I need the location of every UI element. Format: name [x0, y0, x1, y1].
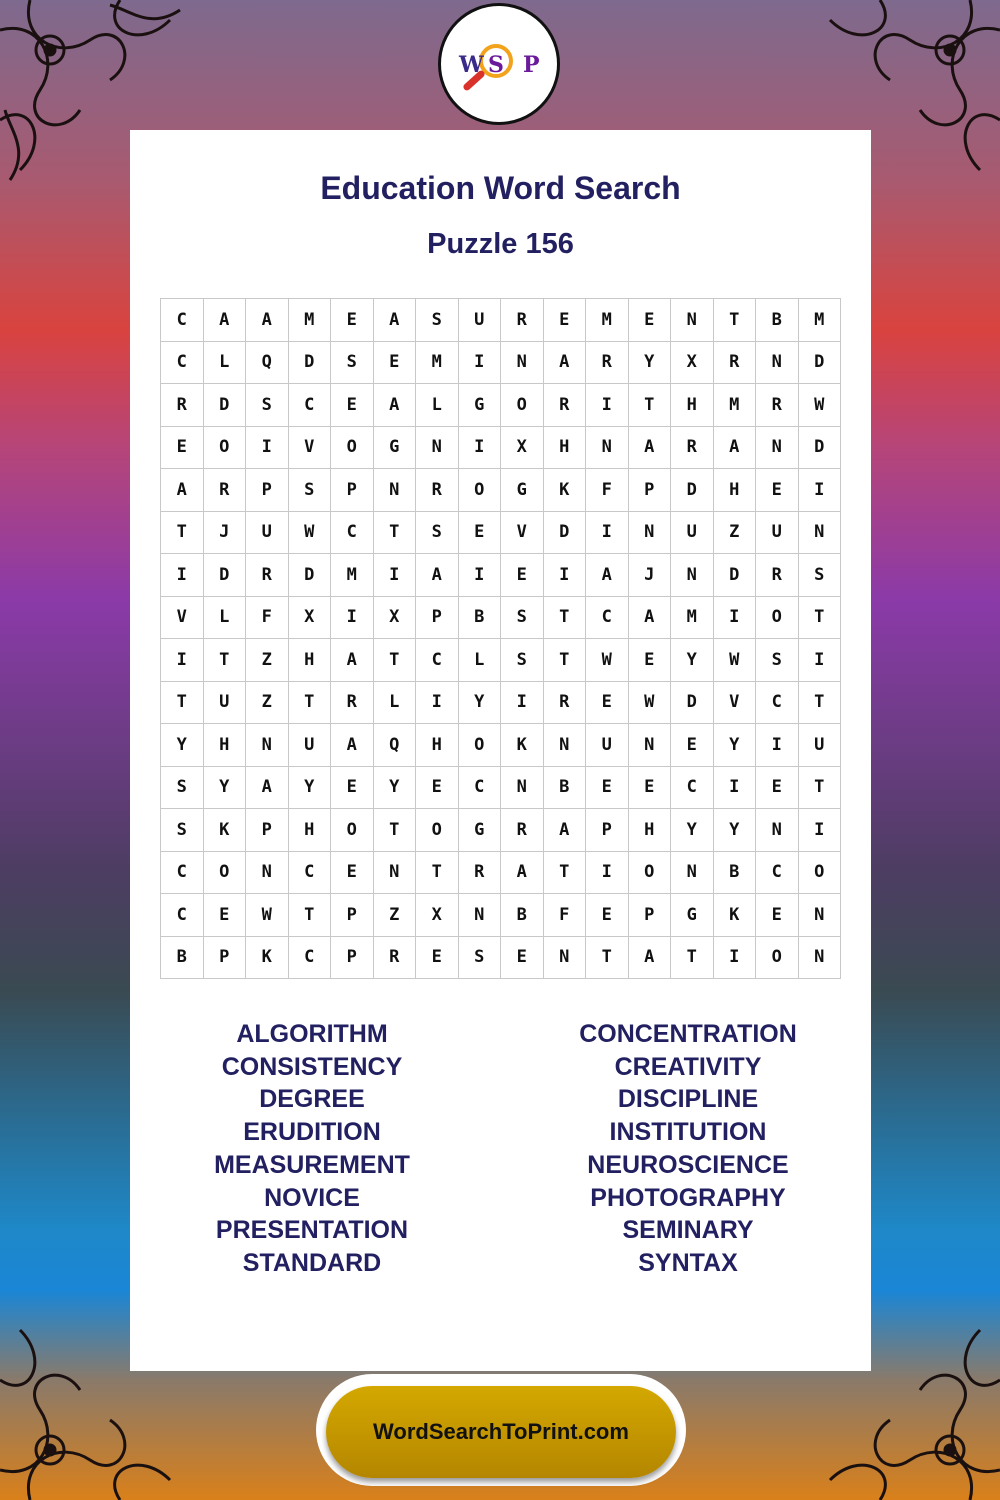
grid-cell[interactable]: P — [586, 809, 629, 852]
grid-cell[interactable]: T — [374, 809, 417, 852]
grid-cell[interactable]: R — [671, 427, 714, 470]
grid-cell[interactable]: A — [544, 809, 587, 852]
word-list-item: SEMINARY — [622, 1216, 754, 1245]
grid-cell[interactable]: D — [289, 342, 332, 385]
puzzle-number: Puzzle 156 — [427, 228, 574, 260]
grid-cell[interactable]: U — [799, 724, 842, 767]
word-list-item: PRESENTATION — [215, 1216, 409, 1245]
grid-cell[interactable]: M — [586, 299, 629, 342]
grid-cell[interactable]: I — [586, 384, 629, 427]
word-list-item: CREATIVITY — [614, 1052, 762, 1081]
grid-cell[interactable]: E — [756, 894, 799, 937]
grid-cell[interactable]: N — [246, 724, 289, 767]
grid-cell[interactable]: N — [416, 427, 459, 470]
grid-cell[interactable]: T — [289, 894, 332, 937]
grid-cell[interactable]: C — [756, 682, 799, 725]
grid-cell[interactable]: T — [799, 767, 842, 810]
grid-cell[interactable]: N — [501, 767, 544, 810]
grid-cell[interactable]: L — [374, 682, 417, 725]
grid-cell[interactable]: B — [756, 299, 799, 342]
grid-cell[interactable]: R — [246, 554, 289, 597]
grid-cell[interactable]: O — [331, 809, 374, 852]
word-list-item: STANDARD — [242, 1248, 382, 1277]
grid-cell[interactable]: A — [374, 384, 417, 427]
word-list-item: MEASUREMENT — [214, 1150, 410, 1179]
grid-cell[interactable]: D — [671, 682, 714, 725]
grid-cell[interactable]: T — [374, 639, 417, 682]
grid-cell[interactable]: A — [331, 639, 374, 682]
grid-cell[interactable]: O — [501, 384, 544, 427]
grid-cell[interactable]: A — [714, 427, 757, 470]
grid-cell[interactable]: D — [204, 384, 247, 427]
grid-cell[interactable]: S — [501, 639, 544, 682]
grid-cell[interactable]: W — [289, 512, 332, 555]
word-list-right — [528, 1018, 848, 1280]
grid-cell[interactable]: E — [331, 299, 374, 342]
grid-cell[interactable]: J — [629, 554, 672, 597]
grid-cell[interactable]: N — [544, 724, 587, 767]
grid-cell[interactable]: R — [161, 384, 204, 427]
grid-cell[interactable]: N — [374, 852, 417, 895]
grid-cell[interactable]: E — [416, 937, 459, 980]
grid-cell[interactable]: I — [586, 512, 629, 555]
grid-cell[interactable]: I — [714, 597, 757, 640]
grid-cell[interactable]: R — [204, 469, 247, 512]
letter-grid — [160, 298, 841, 979]
word-list-left — [152, 1018, 472, 1280]
grid-cell[interactable]: M — [671, 597, 714, 640]
grid-cell[interactable]: E — [756, 767, 799, 810]
grid-cell[interactable]: G — [459, 384, 502, 427]
grid-cell[interactable]: Q — [246, 342, 289, 385]
grid-cell[interactable]: Z — [714, 512, 757, 555]
grid-cell[interactable]: F — [586, 469, 629, 512]
grid-cell[interactable]: K — [246, 937, 289, 980]
grid-cell[interactable]: H — [289, 809, 332, 852]
grid-cell[interactable]: E — [161, 427, 204, 470]
grid-cell[interactable]: H — [544, 427, 587, 470]
grid-cell[interactable]: S — [459, 937, 502, 980]
grid-cell[interactable]: C — [161, 342, 204, 385]
grid-cell[interactable]: A — [161, 469, 204, 512]
grid-cell[interactable]: I — [714, 937, 757, 980]
grid-cell[interactable]: Y — [671, 639, 714, 682]
grid-cell[interactable]: N — [246, 852, 289, 895]
grid-cell[interactable]: M — [714, 384, 757, 427]
grid-cell[interactable]: E — [586, 767, 629, 810]
site-logo[interactable] — [438, 3, 560, 125]
grid-cell[interactable]: A — [246, 767, 289, 810]
grid-cell[interactable]: U — [756, 512, 799, 555]
grid-cell[interactable]: Y — [374, 767, 417, 810]
puzzle-card — [130, 130, 871, 1371]
grid-cell[interactable]: O — [799, 852, 842, 895]
grid-cell[interactable]: U — [204, 682, 247, 725]
grid-cell[interactable]: R — [459, 852, 502, 895]
grid-cell[interactable]: M — [331, 554, 374, 597]
grid-cell[interactable]: A — [416, 554, 459, 597]
grid-cell[interactable]: I — [459, 427, 502, 470]
grid-cell[interactable]: L — [204, 597, 247, 640]
grid-cell[interactable]: X — [416, 894, 459, 937]
grid-cell[interactable]: C — [289, 937, 332, 980]
grid-cell[interactable]: N — [756, 809, 799, 852]
grid-cell[interactable]: U — [246, 512, 289, 555]
grid-cell[interactable]: T — [671, 937, 714, 980]
grid-cell[interactable]: G — [671, 894, 714, 937]
grid-cell[interactable]: T — [714, 299, 757, 342]
grid-cell[interactable]: U — [586, 724, 629, 767]
grid-cell[interactable]: E — [331, 852, 374, 895]
grid-cell[interactable]: O — [459, 469, 502, 512]
grid-cell[interactable]: A — [204, 299, 247, 342]
grid-cell[interactable]: D — [671, 469, 714, 512]
grid-cell[interactable]: W — [629, 682, 672, 725]
grid-cell[interactable]: E — [459, 512, 502, 555]
grid-cell[interactable]: R — [331, 682, 374, 725]
word-list-item: ALGORITHM — [236, 1020, 388, 1048]
grid-cell[interactable]: W — [586, 639, 629, 682]
grid-cell[interactable]: C — [586, 597, 629, 640]
grid-cell[interactable]: M — [799, 299, 842, 342]
grid-cell[interactable]: O — [204, 852, 247, 895]
grid-cell[interactable]: M — [289, 299, 332, 342]
grid-cell[interactable]: S — [331, 342, 374, 385]
grid-cell[interactable]: R — [501, 809, 544, 852]
grid-cell[interactable]: I — [246, 427, 289, 470]
grid-cell[interactable]: G — [459, 809, 502, 852]
grid-cell[interactable]: T — [629, 384, 672, 427]
grid-cell[interactable]: Z — [374, 894, 417, 937]
word-list-item: NEUROSCIENCE — [587, 1150, 789, 1179]
grid-cell[interactable]: R — [416, 469, 459, 512]
grid-cell[interactable]: I — [799, 469, 842, 512]
grid-cell[interactable]: H — [204, 724, 247, 767]
grid-cell[interactable]: E — [416, 767, 459, 810]
grid-cell[interactable]: A — [586, 554, 629, 597]
grid-cell[interactable]: P — [204, 937, 247, 980]
grid-cell[interactable]: E — [756, 469, 799, 512]
grid-cell[interactable]: A — [629, 937, 672, 980]
grid-cell[interactable]: I — [714, 767, 757, 810]
grid-cell[interactable]: N — [374, 469, 417, 512]
grid-cell[interactable]: R — [501, 299, 544, 342]
grid-cell[interactable]: I — [331, 597, 374, 640]
grid-cell[interactable]: H — [629, 809, 672, 852]
grid-cell[interactable]: U — [671, 512, 714, 555]
grid-cell[interactable]: T — [544, 597, 587, 640]
grid-cell[interactable]: O — [459, 724, 502, 767]
grid-cell[interactable]: L — [204, 342, 247, 385]
grid-cell[interactable]: Y — [671, 809, 714, 852]
grid-cell[interactable]: T — [416, 852, 459, 895]
grid-cell[interactable]: E — [629, 299, 672, 342]
grid-cell[interactable]: N — [629, 724, 672, 767]
grid-cell[interactable]: A — [246, 299, 289, 342]
grid-cell[interactable]: H — [671, 384, 714, 427]
grid-cell[interactable]: X — [671, 342, 714, 385]
grid-cell[interactable]: C — [289, 852, 332, 895]
grid-cell[interactable]: N — [459, 894, 502, 937]
grid-cell[interactable]: T — [204, 639, 247, 682]
grid-cell[interactable]: S — [756, 639, 799, 682]
grid-cell[interactable]: E — [501, 937, 544, 980]
grid-cell[interactable]: H — [416, 724, 459, 767]
grid-cell[interactable]: T — [161, 682, 204, 725]
grid-cell[interactable]: A — [629, 597, 672, 640]
grid-cell[interactable]: R — [756, 554, 799, 597]
grid-cell[interactable]: N — [799, 894, 842, 937]
grid-cell[interactable]: M — [416, 342, 459, 385]
grid-cell[interactable]: K — [714, 894, 757, 937]
grid-cell[interactable]: C — [331, 512, 374, 555]
grid-cell[interactable]: E — [586, 894, 629, 937]
grid-cell[interactable]: I — [374, 554, 417, 597]
grid-cell[interactable]: V — [289, 427, 332, 470]
site-url[interactable]: WordSearchToPrint.com — [326, 1386, 676, 1478]
grid-cell[interactable]: R — [714, 342, 757, 385]
grid-cell[interactable]: B — [714, 852, 757, 895]
grid-cell[interactable]: T — [586, 937, 629, 980]
grid-cell[interactable]: Z — [246, 639, 289, 682]
grid-cell[interactable]: P — [629, 469, 672, 512]
grid-cell[interactable]: S — [416, 512, 459, 555]
grid-cell[interactable]: D — [714, 554, 757, 597]
word-list-item: PHOTOGRAPHY — [590, 1183, 786, 1212]
grid-cell[interactable]: W — [714, 639, 757, 682]
grid-cell[interactable]: S — [799, 554, 842, 597]
grid-cell[interactable]: A — [629, 427, 672, 470]
grid-cell[interactable]: B — [501, 894, 544, 937]
grid-cell[interactable]: C — [756, 852, 799, 895]
grid-cell[interactable]: A — [374, 299, 417, 342]
grid-cell[interactable]: Y — [629, 342, 672, 385]
grid-cell[interactable]: O — [629, 852, 672, 895]
grid-cell[interactable]: L — [459, 639, 502, 682]
grid-cell[interactable]: C — [161, 894, 204, 937]
grid-cell[interactable]: S — [161, 767, 204, 810]
grid-cell[interactable]: V — [714, 682, 757, 725]
grid-cell[interactable]: N — [756, 342, 799, 385]
grid-cell[interactable]: E — [629, 767, 672, 810]
grid-cell[interactable]: D — [204, 554, 247, 597]
grid-cell[interactable]: Z — [246, 682, 289, 725]
grid-cell[interactable]: G — [374, 427, 417, 470]
grid-cell[interactable]: C — [459, 767, 502, 810]
grid-cell[interactable]: B — [544, 767, 587, 810]
grid-cell[interactable]: P — [629, 894, 672, 937]
word-list-item: SYNTAX — [638, 1248, 738, 1277]
grid-cell[interactable]: K — [501, 724, 544, 767]
grid-cell[interactable]: B — [161, 937, 204, 980]
grid-cell[interactable]: Y — [204, 767, 247, 810]
grid-cell[interactable]: R — [756, 384, 799, 427]
grid-cell[interactable]: H — [289, 639, 332, 682]
grid-cell[interactable]: Y — [459, 682, 502, 725]
word-list-item: CONCENTRATION — [579, 1020, 797, 1048]
grid-cell[interactable]: S — [289, 469, 332, 512]
grid-cell[interactable]: I — [416, 682, 459, 725]
grid-cell[interactable]: Y — [714, 724, 757, 767]
word-list-item: DEGREE — [259, 1085, 365, 1114]
grid-cell[interactable]: O — [416, 809, 459, 852]
grid-cell[interactable]: A — [331, 724, 374, 767]
grid-cell[interactable]: K — [204, 809, 247, 852]
grid-cell[interactable]: U — [459, 299, 502, 342]
grid-cell[interactable]: D — [799, 427, 842, 470]
word-list-item: NOVICE — [264, 1183, 360, 1212]
grid-cell[interactable]: X — [501, 427, 544, 470]
grid-cell[interactable]: C — [161, 852, 204, 895]
grid-cell[interactable]: R — [374, 937, 417, 980]
grid-cell[interactable]: D — [544, 512, 587, 555]
grid-cell[interactable]: T — [161, 512, 204, 555]
page-title: Education Word Search — [320, 170, 681, 206]
grid-cell[interactable]: V — [161, 597, 204, 640]
grid-cell[interactable]: A — [544, 342, 587, 385]
grid-cell[interactable]: E — [374, 342, 417, 385]
grid-cell[interactable]: P — [331, 937, 374, 980]
logo-letter-p: P — [523, 52, 540, 78]
grid-cell[interactable]: I — [756, 724, 799, 767]
grid-cell[interactable]: F — [246, 597, 289, 640]
grid-cell[interactable]: P — [416, 597, 459, 640]
grid-cell[interactable]: I — [459, 342, 502, 385]
grid-cell[interactable]: D — [289, 554, 332, 597]
grid-cell[interactable]: I — [586, 852, 629, 895]
grid-cell[interactable]: I — [501, 682, 544, 725]
grid-cell[interactable]: P — [331, 469, 374, 512]
grid-cell[interactable]: C — [161, 299, 204, 342]
word-list-item: INSTITUTION — [609, 1118, 767, 1147]
grid-cell[interactable]: H — [714, 469, 757, 512]
grid-cell[interactable]: T — [544, 639, 587, 682]
logo-letter-s: S — [488, 52, 504, 78]
grid-cell[interactable]: J — [204, 512, 247, 555]
grid-cell[interactable]: N — [671, 299, 714, 342]
grid-cell[interactable]: S — [246, 384, 289, 427]
grid-cell[interactable]: B — [459, 597, 502, 640]
word-list-item: ERUDITION — [243, 1118, 381, 1147]
grid-cell[interactable]: T — [374, 512, 417, 555]
grid-cell[interactable]: C — [289, 384, 332, 427]
grid-cell[interactable]: Y — [289, 767, 332, 810]
grid-cell[interactable]: W — [799, 384, 842, 427]
grid-cell[interactable]: X — [374, 597, 417, 640]
grid-cell[interactable]: T — [544, 852, 587, 895]
grid-cell[interactable]: V — [501, 512, 544, 555]
grid-cell[interactable]: Y — [161, 724, 204, 767]
grid-cell[interactable]: X — [289, 597, 332, 640]
grid-cell[interactable]: L — [416, 384, 459, 427]
grid-cell[interactable]: Y — [714, 809, 757, 852]
grid-cell[interactable]: C — [671, 767, 714, 810]
grid-cell[interactable]: W — [246, 894, 289, 937]
grid-cell[interactable]: N — [629, 512, 672, 555]
grid-cell[interactable]: S — [161, 809, 204, 852]
grid-cell[interactable]: C — [416, 639, 459, 682]
grid-cell[interactable]: O — [204, 427, 247, 470]
grid-cell[interactable]: I — [544, 554, 587, 597]
grid-cell[interactable]: T — [799, 682, 842, 725]
grid-cell[interactable]: N — [671, 852, 714, 895]
grid-cell[interactable]: I — [161, 639, 204, 682]
grid-cell[interactable]: E — [586, 682, 629, 725]
grid-cell[interactable]: D — [799, 342, 842, 385]
grid-cell[interactable]: P — [246, 469, 289, 512]
footer-banner[interactable] — [316, 1374, 686, 1486]
grid-cell[interactable]: E — [204, 894, 247, 937]
grid-cell[interactable]: I — [799, 639, 842, 682]
grid-cell[interactable]: S — [416, 299, 459, 342]
grid-cell[interactable]: T — [799, 597, 842, 640]
grid-cell[interactable]: R — [544, 384, 587, 427]
grid-cell[interactable]: I — [459, 554, 502, 597]
grid-cell[interactable]: N — [671, 554, 714, 597]
grid-cell[interactable]: U — [289, 724, 332, 767]
grid-cell[interactable]: N — [756, 427, 799, 470]
grid-cell[interactable]: P — [331, 894, 374, 937]
grid-cell[interactable]: F — [544, 894, 587, 937]
grid-cell[interactable]: E — [671, 724, 714, 767]
grid-cell[interactable]: R — [544, 682, 587, 725]
grid-cell[interactable]: T — [289, 682, 332, 725]
grid-cell[interactable]: E — [544, 299, 587, 342]
grid-cell[interactable]: P — [246, 809, 289, 852]
grid-cell[interactable]: K — [544, 469, 587, 512]
grid-cell[interactable]: N — [544, 937, 587, 980]
grid-cell[interactable]: I — [799, 809, 842, 852]
grid-cell[interactable]: N — [501, 342, 544, 385]
grid-cell[interactable]: N — [799, 937, 842, 980]
grid-cell[interactable]: Q — [374, 724, 417, 767]
grid-cell[interactable]: G — [501, 469, 544, 512]
grid-cell[interactable]: R — [586, 342, 629, 385]
grid-cell[interactable]: N — [799, 512, 842, 555]
grid-cell[interactable]: E — [629, 639, 672, 682]
logo-letter-w: W — [459, 52, 484, 78]
grid-cell[interactable]: A — [501, 852, 544, 895]
grid-cell[interactable]: E — [501, 554, 544, 597]
grid-cell[interactable]: O — [756, 597, 799, 640]
grid-cell[interactable]: S — [501, 597, 544, 640]
grid-cell[interactable]: E — [331, 384, 374, 427]
grid-cell[interactable]: O — [756, 937, 799, 980]
grid-cell[interactable]: E — [331, 767, 374, 810]
grid-cell[interactable]: I — [161, 554, 204, 597]
word-list-item: DISCIPLINE — [617, 1085, 759, 1114]
grid-cell[interactable]: O — [331, 427, 374, 470]
word-list-item: CONSISTENCY — [221, 1052, 403, 1081]
grid-cell[interactable]: N — [586, 427, 629, 470]
